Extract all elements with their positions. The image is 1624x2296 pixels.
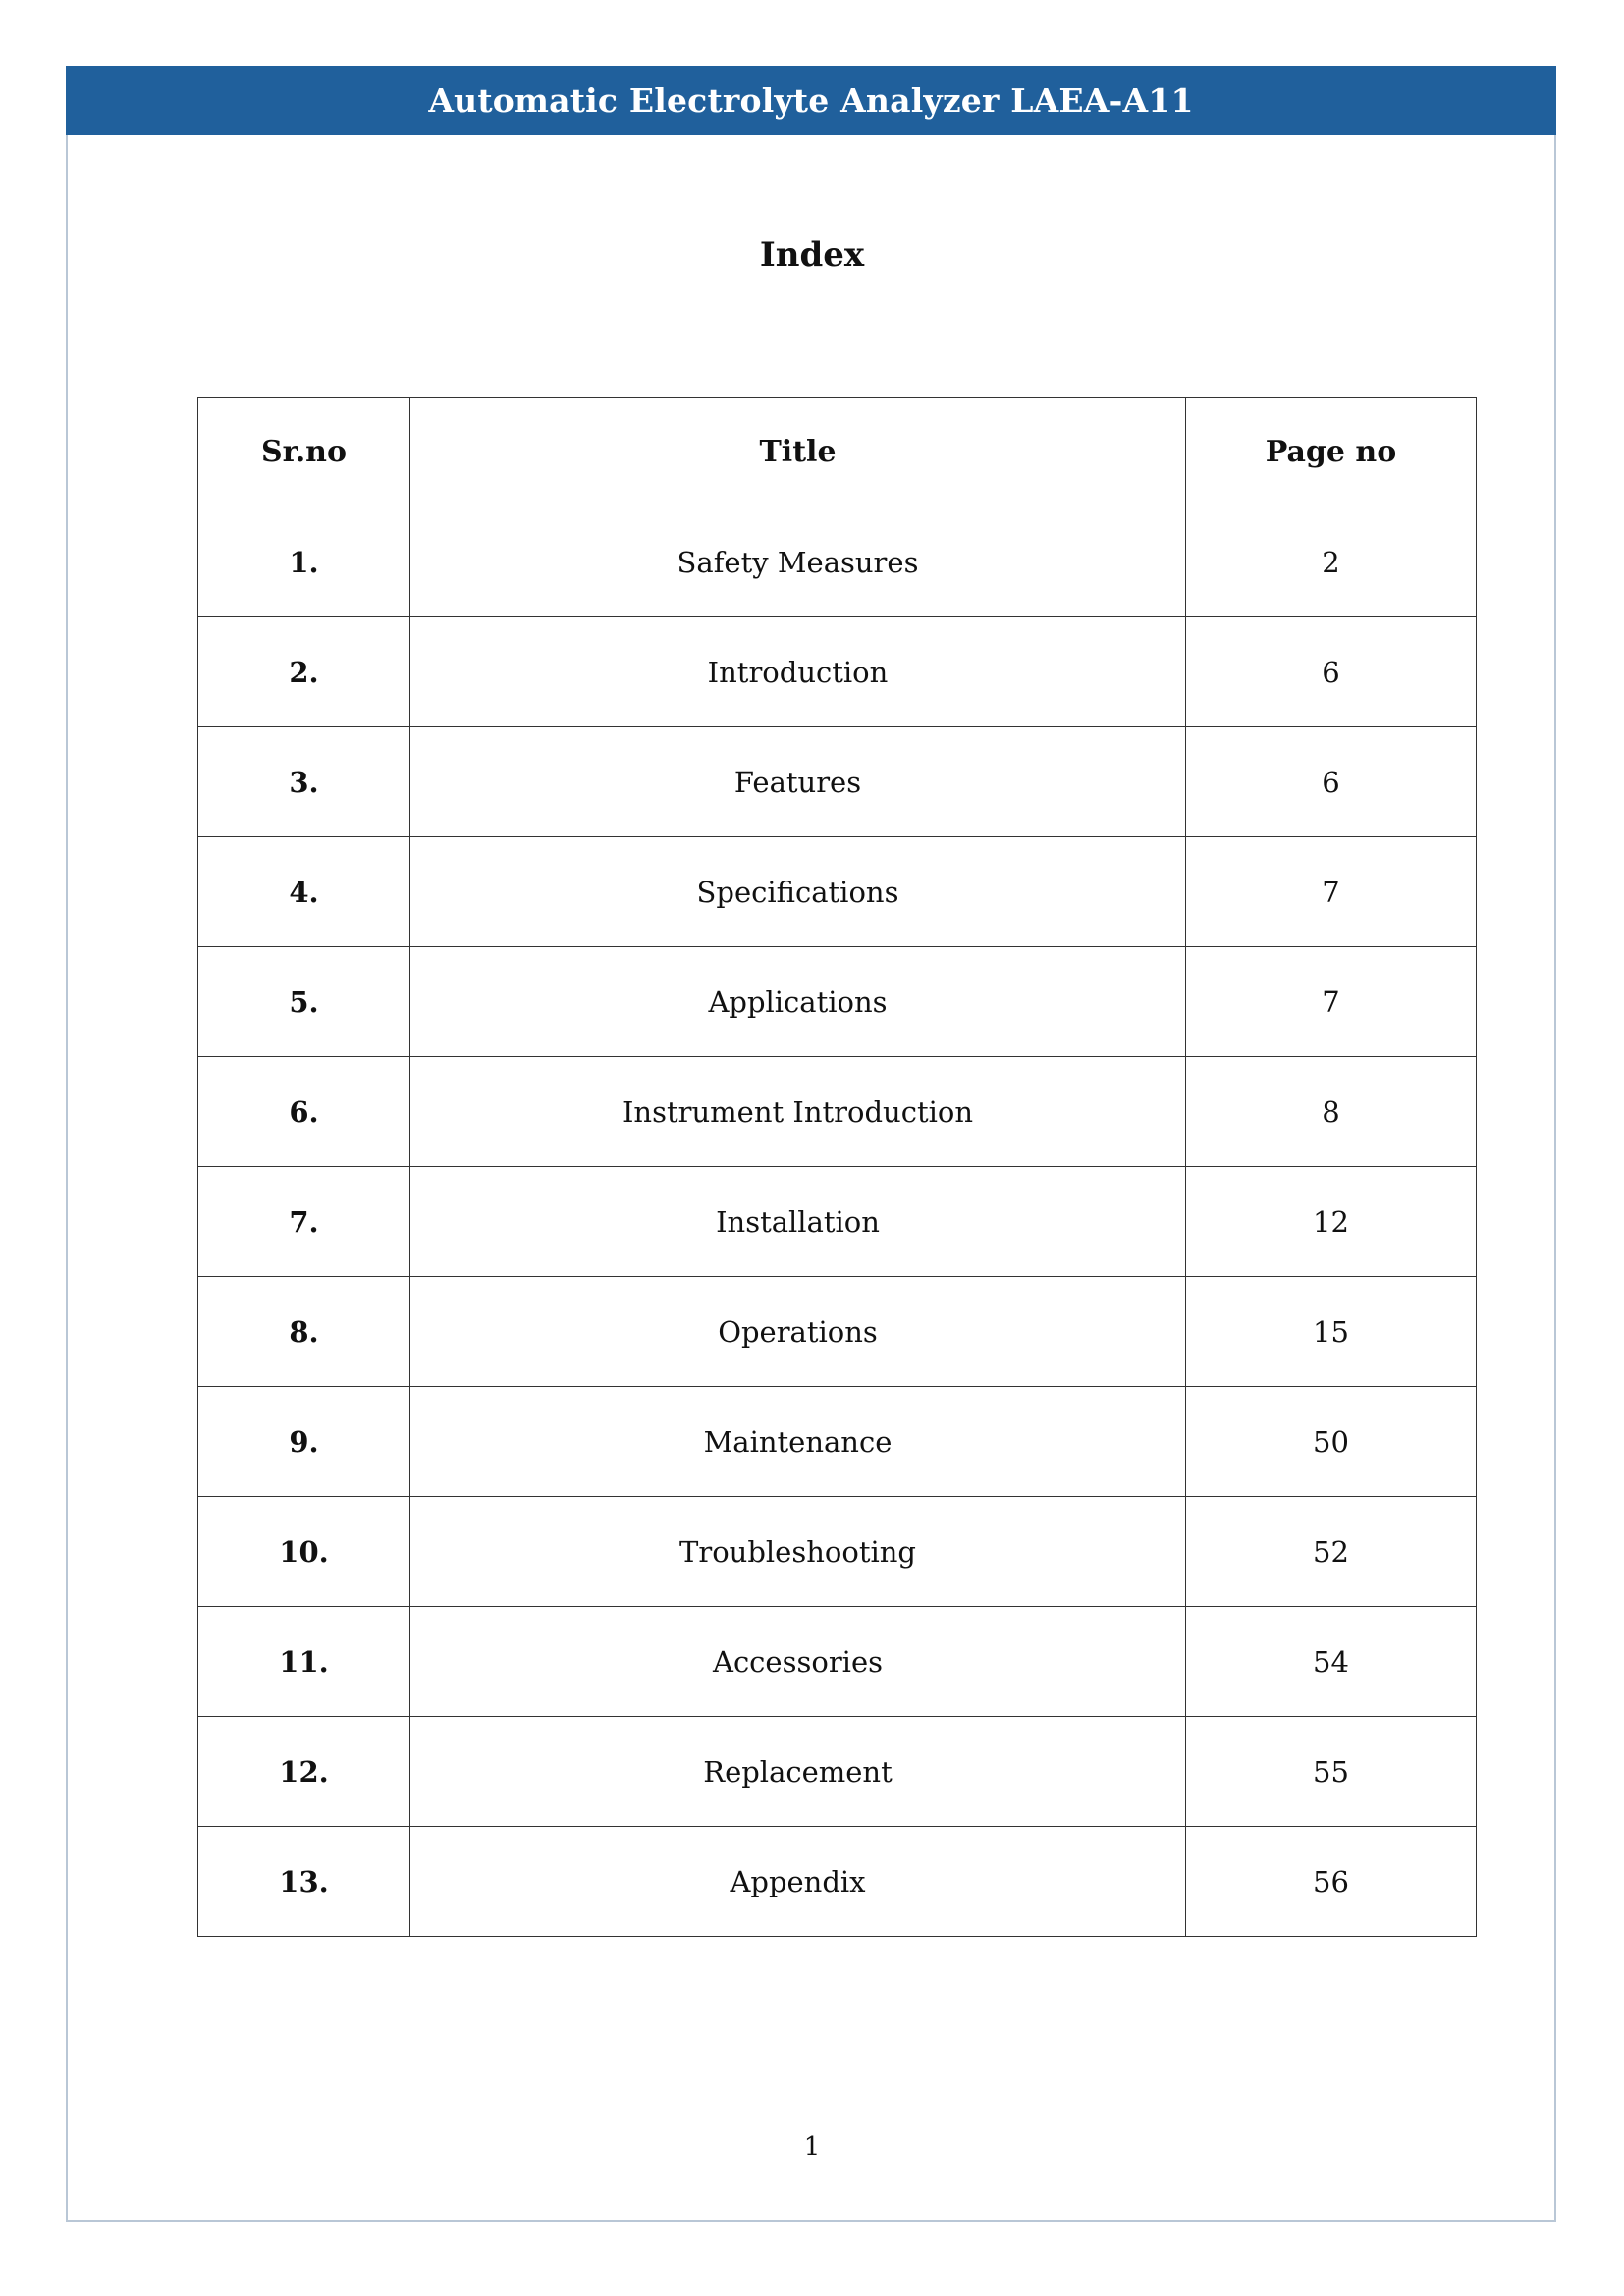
table-row (198, 617, 1477, 727)
table-row (198, 1277, 1477, 1387)
row-page-number: 50 (1186, 1387, 1477, 1497)
table-row (198, 837, 1477, 947)
row-title: Safety Measures (410, 507, 1186, 617)
row-srno: 4. (198, 837, 410, 947)
row-page-number: 6 (1186, 617, 1477, 727)
table-header-row (198, 398, 1477, 507)
row-page-number: 8 (1186, 1057, 1477, 1167)
row-page-number: 6 (1186, 727, 1477, 837)
table-row (198, 507, 1477, 617)
table-row (198, 1387, 1477, 1497)
row-srno: 7. (198, 1167, 410, 1277)
page-number: 1 (803, 2132, 821, 2162)
row-title: Troubleshooting (410, 1497, 1186, 1607)
row-title: Replacement (410, 1717, 1186, 1827)
table-row (198, 1717, 1477, 1827)
index-table (197, 397, 1477, 1937)
table-row (198, 1057, 1477, 1167)
row-srno: 3. (198, 727, 410, 837)
row-page-number: 55 (1186, 1717, 1477, 1827)
header-bar (66, 66, 1556, 135)
column-header-srno: Sr.no (198, 398, 410, 507)
row-page-number: 54 (1186, 1607, 1477, 1717)
row-title: Applications (410, 947, 1186, 1057)
row-title: Accessories (410, 1607, 1186, 1717)
row-title: Operations (410, 1277, 1186, 1387)
row-srno: 5. (198, 947, 410, 1057)
table-body (198, 507, 1477, 1937)
row-title: Specifications (410, 837, 1186, 947)
row-title: Appendix (410, 1827, 1186, 1937)
row-srno: 8. (198, 1277, 410, 1387)
row-srno: 13. (198, 1827, 410, 1937)
row-srno: 1. (198, 507, 410, 617)
table-row (198, 1827, 1477, 1937)
column-header-page: Page no (1186, 398, 1477, 507)
row-page-number: 52 (1186, 1497, 1477, 1607)
table-row (198, 1497, 1477, 1607)
row-title: Maintenance (410, 1387, 1186, 1497)
row-page-number: 56 (1186, 1827, 1477, 1937)
row-page-number: 15 (1186, 1277, 1477, 1387)
row-srno: 2. (198, 617, 410, 727)
index-heading: Index (759, 236, 865, 275)
row-srno: 11. (198, 1607, 410, 1717)
row-page-number: 7 (1186, 947, 1477, 1057)
table-row (198, 1607, 1477, 1717)
column-header-title: Title (410, 398, 1186, 507)
row-srno: 10. (198, 1497, 410, 1607)
row-page-number: 2 (1186, 507, 1477, 617)
row-title: Features (410, 727, 1186, 837)
row-title: Introduction (410, 617, 1186, 727)
document-title: Automatic Electrolyte Analyzer LAEA-A11 (428, 81, 1194, 120)
row-page-number: 7 (1186, 837, 1477, 947)
row-srno: 9. (198, 1387, 410, 1497)
row-page-number: 12 (1186, 1167, 1477, 1277)
row-srno: 12. (198, 1717, 410, 1827)
row-title: Instrument Introduction (410, 1057, 1186, 1167)
row-srno: 6. (198, 1057, 410, 1167)
table-row (198, 1167, 1477, 1277)
row-title: Installation (410, 1167, 1186, 1277)
table-row (198, 947, 1477, 1057)
table-row (198, 727, 1477, 837)
